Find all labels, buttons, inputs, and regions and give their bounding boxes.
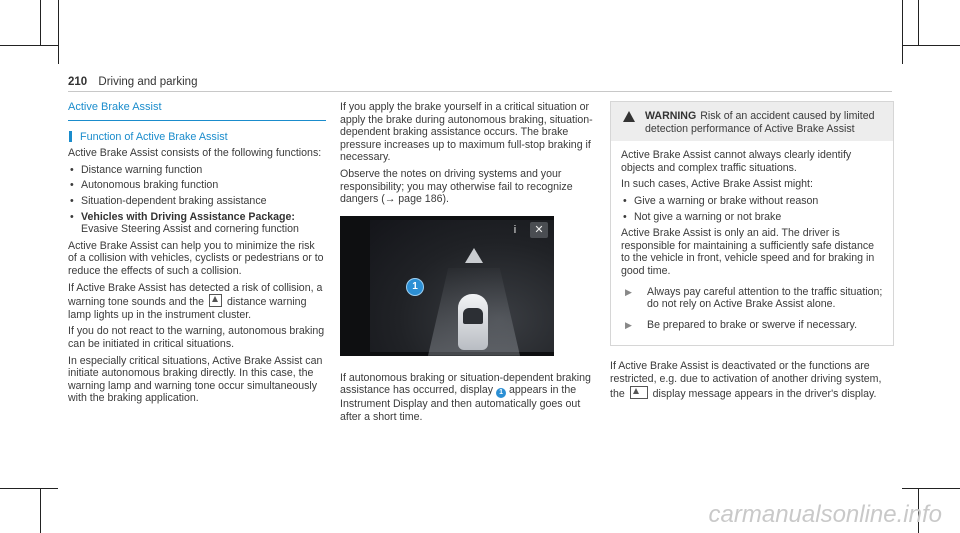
close-icon: ✕	[530, 222, 548, 238]
paragraph: In especially critical situations, Active Brake Assist can initiate autonomous braking directly. In this case, the warning lamp and warning tone occur simultaneously with the braking application.	[68, 354, 323, 405]
list-item: • Give a warning or brake without reason	[621, 195, 883, 208]
column-middle	[340, 101, 596, 428]
paragraph: Active Brake Assist can help you to minimize the risk of a collision with vehicles, cyclists or pedestrians or to reduce the effects of such a collision.	[68, 239, 324, 277]
paragraph	[68, 282, 326, 322]
paragraph	[610, 360, 894, 400]
subsection-heading	[68, 131, 326, 144]
heading-bar	[69, 131, 72, 142]
list-item: • Situation-dependent braking assistance	[68, 195, 326, 208]
warning-title: Risk of an accident caused by limited detection performance of Active Brake Assist	[645, 110, 875, 135]
instrument-display-figure	[340, 216, 554, 356]
crop-mark	[58, 0, 59, 64]
warning-triangle-icon	[465, 248, 483, 263]
section-title: Active Brake Assist	[68, 101, 162, 113]
action-text: Be prepared to brake or swerve if necessary.	[647, 318, 858, 331]
paragraph-text: appears in the Instrument Display and then automatically goes out after a short time.	[340, 384, 581, 423]
paragraph-text: If autonomous braking or situation-dependent braking assistance has occurred, display	[340, 371, 591, 397]
warning-label: WARNING	[645, 110, 697, 122]
warning-box	[610, 101, 894, 346]
crop-mark	[0, 45, 58, 46]
crop-mark	[902, 45, 960, 46]
warning-icon	[623, 111, 635, 122]
list-item: • Autonomous braking function	[68, 179, 326, 192]
crop-mark	[40, 0, 41, 46]
warning-header	[611, 102, 893, 141]
paragraph: Active Brake Assist is only an aid. The driver is responsible for maintaining a sufficiently safe distance to the vehicle in front, vehicle speed and for braking in good time.	[621, 227, 875, 277]
brake-assist-off-icon	[630, 386, 648, 399]
watermark: carmanualsonline.info	[708, 501, 942, 528]
package-label: Vehicles with Driving Assistance Package:	[81, 210, 295, 223]
callout-badge: 1	[406, 278, 424, 296]
paragraph	[340, 372, 596, 424]
paragraph-text: distance warning lamp lights up in the instrument cluster.	[68, 296, 307, 321]
info-icon: i	[513, 223, 517, 236]
list-item: • Distance warning function	[68, 164, 326, 177]
column-right	[610, 101, 894, 404]
paragraph: Observe the notes on driving systems and your responsibility; you may otherwise fail to recognize dangers (→ page 186).	[340, 167, 573, 206]
subsection-title: Function of Active Brake Assist	[80, 130, 228, 143]
paragraph-text: If Active Brake Assist has detected a risk of collision, a warning tone sounds and the	[68, 281, 323, 309]
paragraph: If you apply the brake yourself in a critical situation or apply the brake during autonomous braking, situation-dependent braking assistance occurs. The brake pressure increases up to maximum full-stop braking if necessary.	[340, 101, 593, 164]
section-rule	[68, 120, 326, 121]
action-text: Always pay careful attention to the traffic situation; do not rely on Active Brake Assist alone.	[647, 285, 883, 311]
header-rule	[68, 91, 892, 92]
paragraph: In such cases, Active Brake Assist might:	[621, 178, 813, 191]
paragraph: If you do not react to the warning, autonomous braking can be initiated in critical situations.	[68, 325, 325, 350]
crop-mark	[902, 488, 960, 489]
crop-mark	[40, 488, 41, 533]
crop-mark	[902, 0, 903, 64]
warning-body	[611, 141, 893, 345]
list-item	[68, 211, 326, 236]
warning-text	[645, 110, 883, 135]
crop-mark	[0, 488, 58, 489]
column-left	[68, 101, 326, 409]
package-text: Evasive Steering Assist and cornering function	[81, 223, 299, 236]
action-arrow-icon: ▶	[625, 319, 632, 330]
crop-mark	[918, 0, 919, 46]
chapter-title: Driving and parking	[98, 76, 198, 88]
intro-text: Active Brake Assist consists of the following functions:	[68, 147, 322, 160]
distance-warning-icon	[209, 294, 222, 307]
action-arrow-icon: ▶	[625, 286, 632, 297]
paragraph: Active Brake Assist cannot always clearly identify objects and complex traffic situations.	[621, 149, 852, 174]
paragraph-text: display message appears in the driver's display.	[652, 387, 877, 400]
paragraph-text: If Active Brake Assist is deactivated or the functions are restricted, e.g. due to activation of another driving system, the	[610, 360, 882, 400]
list-item: • Not give a warning or not brake	[621, 211, 883, 224]
action-item	[621, 319, 883, 332]
case-list	[621, 195, 883, 223]
page-number: 210	[68, 76, 88, 88]
function-list	[68, 164, 326, 236]
page-header	[68, 76, 197, 88]
callout-badge-inline: 1	[496, 388, 506, 398]
action-item	[621, 286, 883, 311]
car-icon	[458, 294, 488, 350]
